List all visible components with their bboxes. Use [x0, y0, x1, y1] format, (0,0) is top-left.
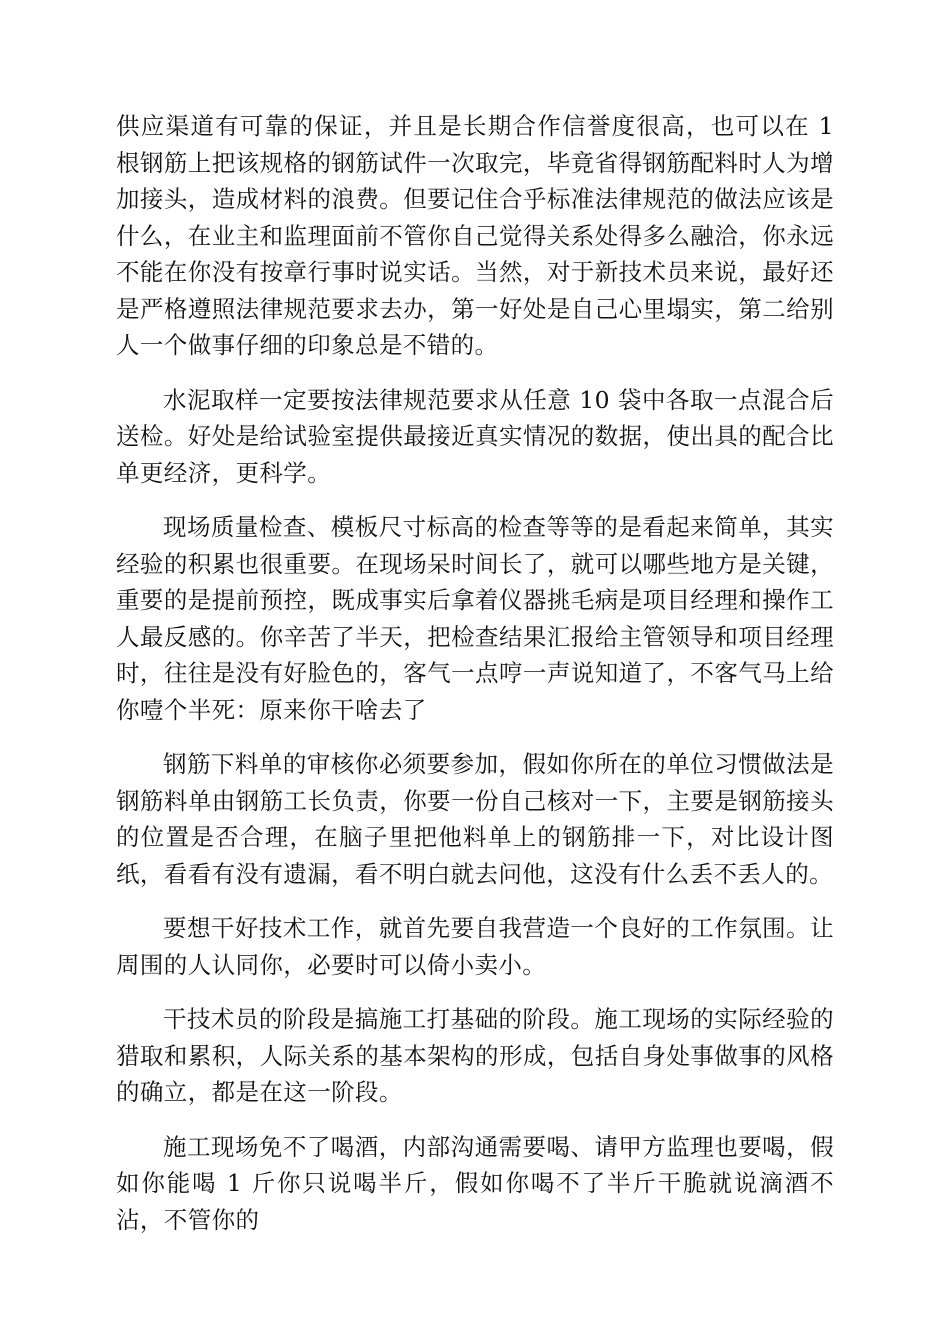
paragraph-4: 钢筋下料单的审核你必须要参加，假如你所在的单位习惯做法是钢筋料单由钢筋工长负责，你要一份自己核对一下，主要是钢筋接头的位置是否合理，在脑子里把他料单上的钢筋排一下，对比设计图纸，看看有没有遗漏，看不明白就去问他，这没有什么丢不丢人的。: [116, 750, 834, 888]
paragraph-3: 现场质量检查、模板尺寸标高的检查等等的是看起来简单，其实经验的积累也很重要。在现场呆时间长了，就可以哪些地方是关键，重要的是提前预控，既成事实后拿着仪器挑毛病是项目经理和操作工人最反感的。你辛苦了半天，把检查结果汇报给主管领导和项目经理时，往往是没有好脸色的，客气一点哼一声说知道了，不客气马上给你噎个半死：原来你干啥去了: [116, 513, 834, 724]
paragraph-2: 水泥取样一定要按法律规范要求从任意 10 袋中各取一点混合后送检。好处是给试验室提供最接近真实情况的数据，使出具的配合比单更经济，更科学。: [116, 385, 834, 487]
document-body: [116, 108, 834, 1256]
paragraph-5: 要想干好技术工作，就首先要自我营造一个良好的工作氛围。让周围的人认同你，必要时可以倚小卖小。: [116, 914, 834, 979]
paragraph-1: 供应渠道有可靠的保证，并且是长期合作信誉度很高，也可以在 1 根钢筋上把该规格的钢筋试件一次取完，毕竟省得钢筋配料时人为增加接头，造成材料的浪费。但要记住合乎标准法律规范的做法应该是什么，在业主和监理面前不管你自己觉得关系处得多么融洽，你永远不能在你没有按章行事时说实话。当然，对于新技术员来说，最好还是严格遵照法律规范要求去办，第一好处是自己心里塌实，第二给别人一个做事仔细的印象总是不错的。: [116, 112, 834, 359]
paragraph-7: 施工现场免不了喝酒，内部沟通需要喝、请甲方监理也要喝，假如你能喝 1 斤你只说喝半斤，假如你喝不了半斤干脆就说滴酒不沾，不管你的: [116, 1132, 834, 1234]
paragraph-6: 干技术员的阶段是搞施工打基础的阶段。施工现场的实际经验的猎取和累积，人际关系的基本架构的形成，包括自身处事做事的风格的确立，都是在这一阶段。: [116, 1005, 834, 1106]
